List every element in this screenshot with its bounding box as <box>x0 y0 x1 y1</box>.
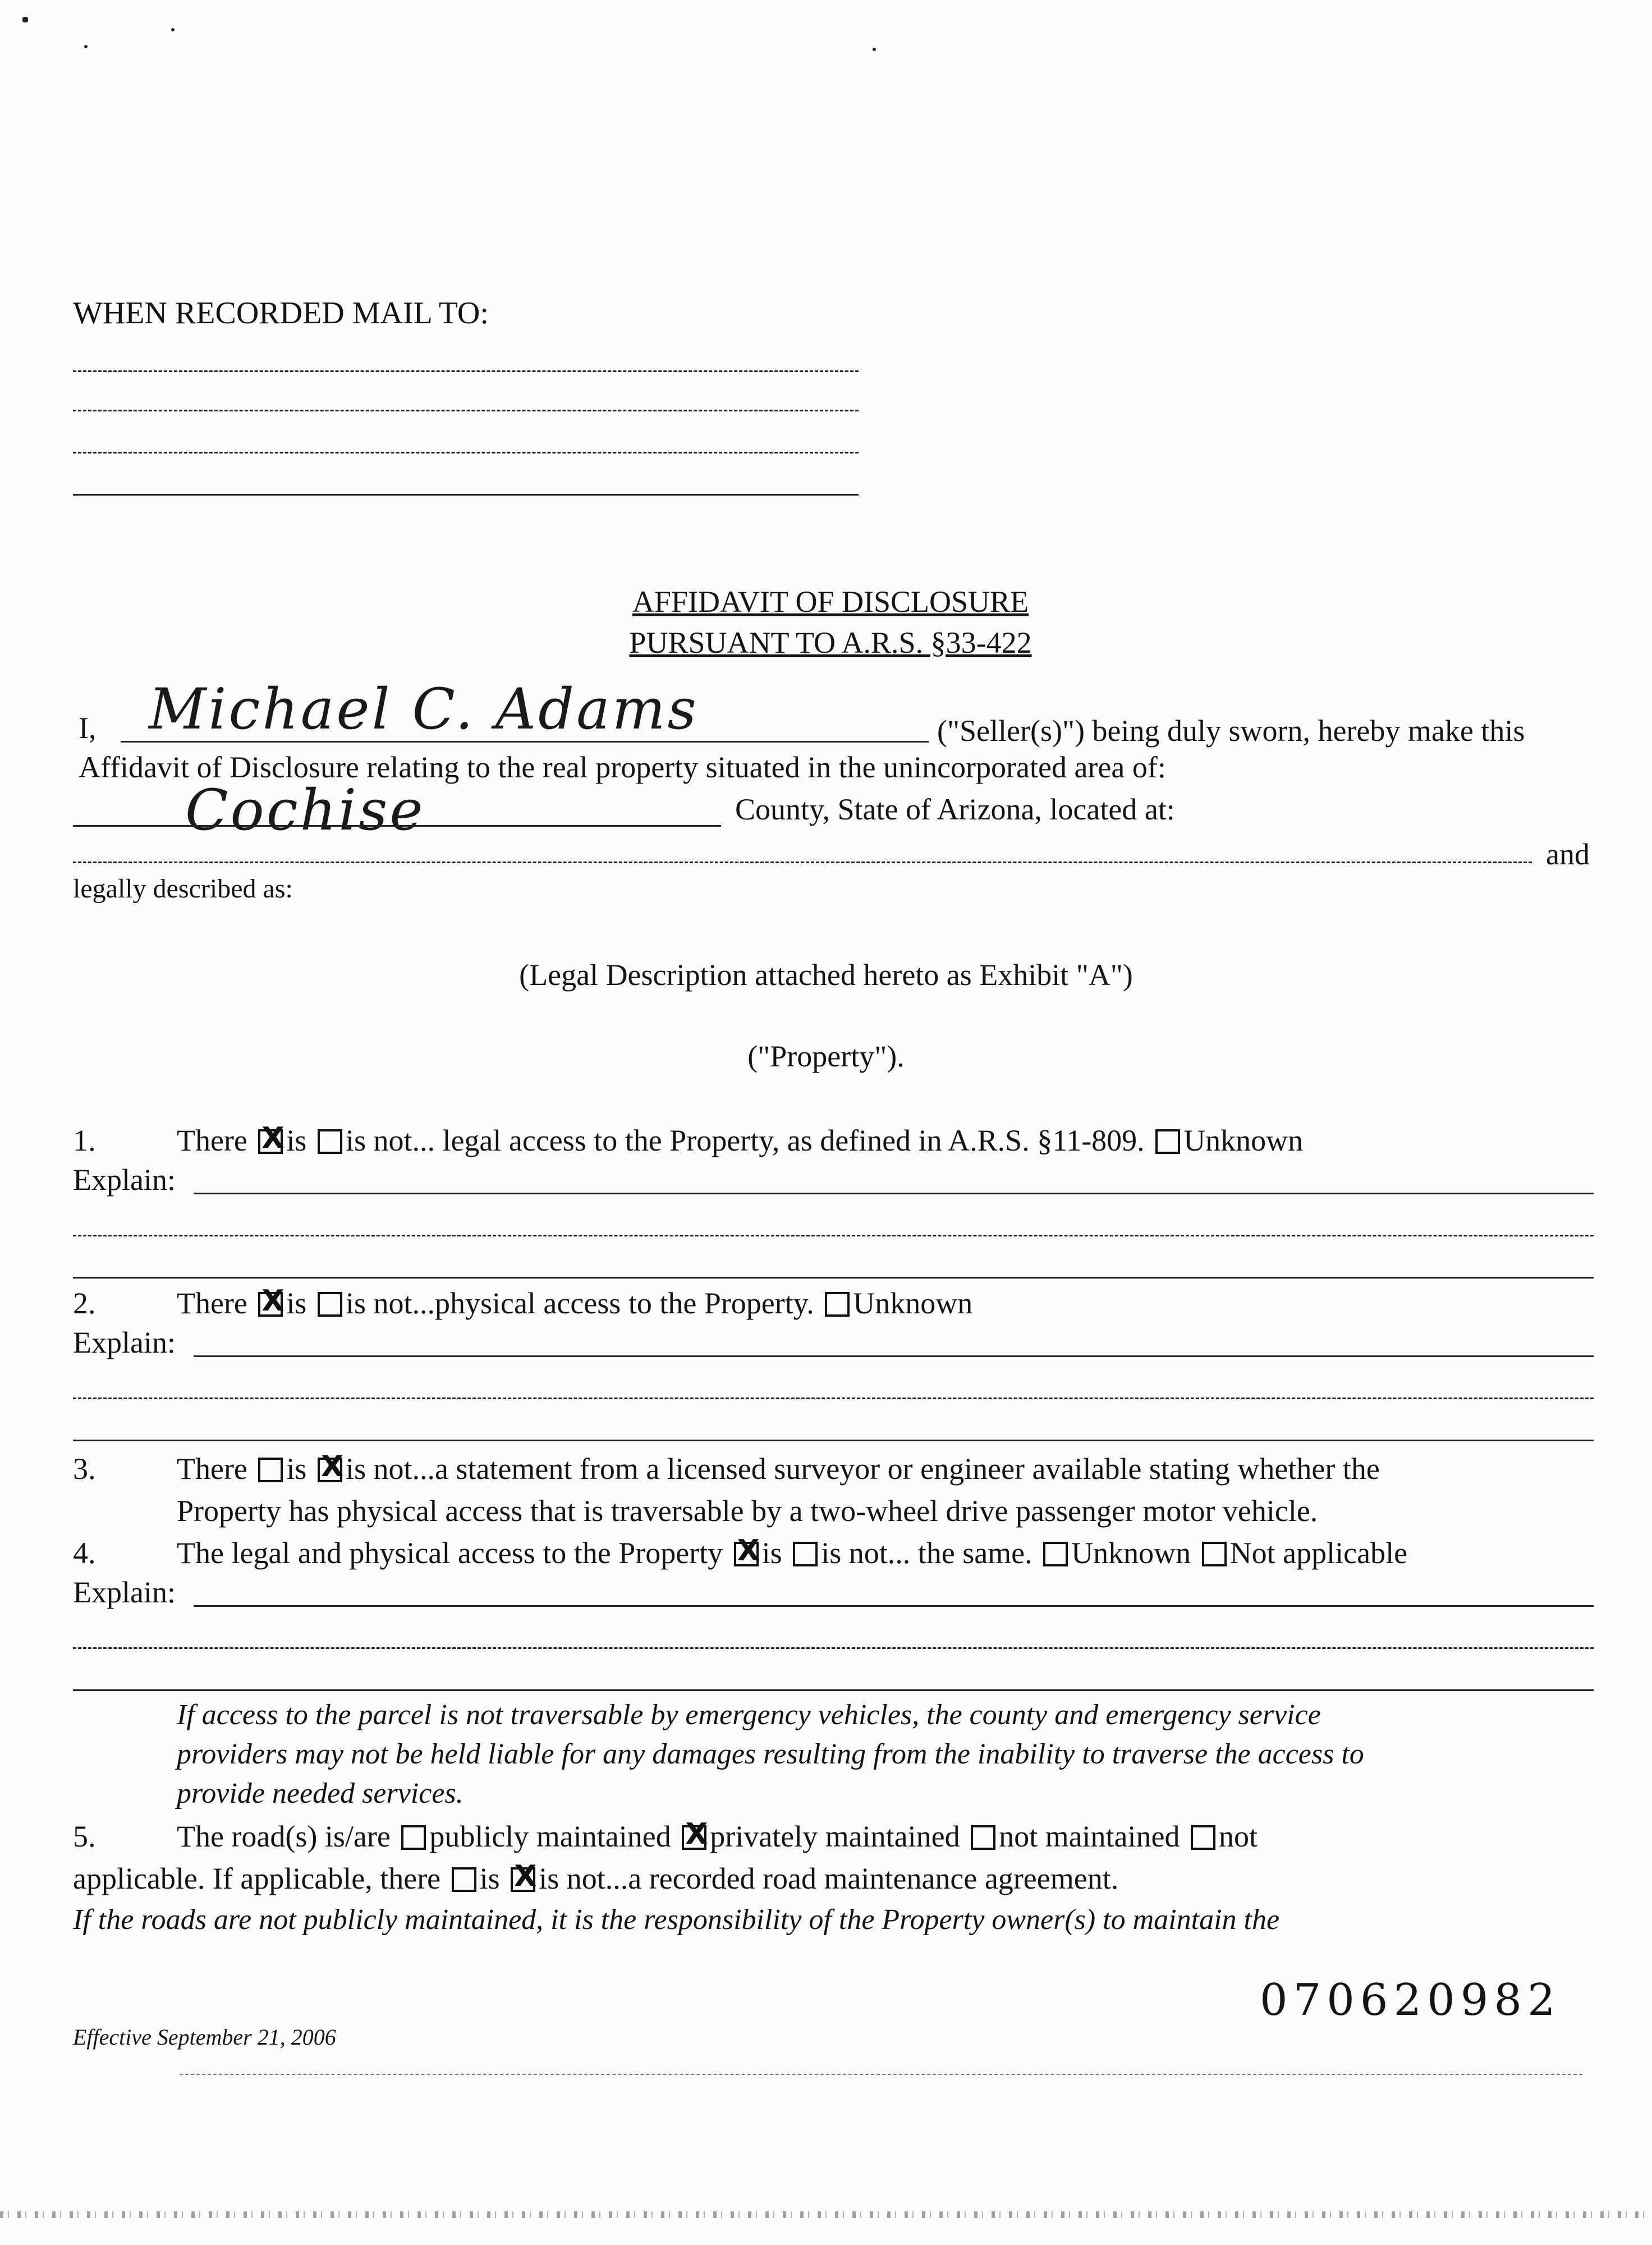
item3-is-not-label: is not...a statement from a licensed surveyor or engineer available stating whether the <box>345 1452 1380 1486</box>
county-line <box>73 825 721 827</box>
item2-explain-label: Explain: <box>73 1326 176 1359</box>
item1-explain-line <box>73 1235 1594 1236</box>
mail-to-line <box>73 410 859 411</box>
item1-is-not-label: is not... legal access to the Property, as defined in A.R.S. §11-809. <box>345 1124 1145 1157</box>
item1-is-not-checkbox[interactable] <box>318 1129 342 1154</box>
intro-line2: Affidavit of Disclosure relating to the real property situated in the unincorporated area of: <box>79 750 1166 784</box>
item3-there: There <box>177 1452 247 1486</box>
warning-line1: If access to the parcel is not traversable by emergency vehicles, the county and emergency service <box>177 1699 1321 1731</box>
document-title: AFFIDAVIT OF DISCLOSURE <box>632 585 1029 618</box>
item1-there: There <box>177 1124 247 1157</box>
document-subtitle: PURSUANT TO A.R.S. §33-422 <box>629 626 1032 659</box>
scan-speck <box>171 28 175 31</box>
item2-is-not-label: is not...physical access to the Property. <box>345 1286 814 1320</box>
item5-publicly-label: publicly maintained <box>429 1820 671 1853</box>
item4-row <box>177 1538 1407 1568</box>
item5-line2 <box>73 1863 1118 1894</box>
item1-row <box>177 1125 1303 1156</box>
item5-publicly-checkbox[interactable] <box>401 1825 426 1850</box>
roads-note: If the roads are not publicly maintained, it is the responsibility of the Property owner(s) to maintain the <box>73 1904 1280 1936</box>
item2-there: There <box>177 1286 247 1320</box>
seller-name-line <box>121 741 929 743</box>
item5-not-maintained-label: not maintained <box>999 1820 1180 1853</box>
item3-line2: Property has physical access that is traversable by a two-wheel drive passenger motor vehicle. <box>177 1494 1318 1528</box>
item2-is-checkbox[interactable] <box>258 1292 283 1317</box>
item2-is-label: is <box>286 1286 307 1320</box>
item5-text: The road(s) is/are <box>177 1820 391 1853</box>
item1-number: 1. <box>73 1124 96 1157</box>
item3-number: 3. <box>73 1452 96 1486</box>
legally-described: legally described as: <box>73 874 293 904</box>
item1-explain-label: Explain: <box>73 1163 176 1197</box>
mail-to-line <box>73 452 859 453</box>
recording-label: WHEN RECORDED MAIL TO: <box>73 296 489 331</box>
item1-unknown-label: Unknown <box>1183 1124 1304 1157</box>
item2-unknown-label: Unknown <box>853 1286 973 1320</box>
item5-agreement-is-not-checkbox[interactable] <box>511 1867 535 1892</box>
item5-privately-label: privately maintained <box>710 1820 960 1853</box>
item3-row <box>177 1454 1380 1484</box>
item4-is-label: is <box>761 1536 782 1570</box>
item1-is-checkbox[interactable] <box>258 1129 283 1154</box>
item5-row <box>177 1821 1258 1852</box>
item5-agreement-is-label: is <box>479 1862 500 1895</box>
item5-not-label: not <box>1219 1820 1258 1853</box>
item3-is-not-checkbox[interactable] <box>318 1458 342 1482</box>
item1-explain-line <box>73 1277 1594 1279</box>
legal-description-note: (Legal Description attached hereto as Exhibit "A") <box>519 958 1133 992</box>
item4-not-applicable-label: Not applicable <box>1229 1536 1408 1570</box>
item5-not-maintained-checkbox[interactable] <box>971 1825 995 1850</box>
item3-is-checkbox[interactable] <box>258 1458 283 1482</box>
scan-speck <box>22 17 28 22</box>
item2-unknown-checkbox[interactable] <box>825 1292 850 1317</box>
item4-explain-label: Explain: <box>73 1575 176 1609</box>
footer-rule <box>180 2074 1582 2075</box>
property-label: ("Property"). <box>747 1039 905 1073</box>
warning-line2: providers may not be held liable for any damages resulting from the inability to traverse the access to <box>177 1738 1364 1770</box>
item1-is-label: is <box>286 1124 307 1157</box>
item2-explain-line <box>73 1440 1594 1441</box>
item4-text: The legal and physical access to the Property <box>177 1536 723 1570</box>
seller-text: ("Seller(s)") being duly sworn, hereby make this <box>937 714 1525 748</box>
item5-not-applicable-checkbox[interactable] <box>1191 1825 1215 1850</box>
item4-unknown-label: Unknown <box>1071 1536 1191 1570</box>
item3-is-label: is <box>286 1452 307 1486</box>
item5-line2-start: applicable. If applicable, there <box>73 1862 441 1895</box>
item2-explain-line <box>194 1355 1594 1357</box>
item5-agreement-is-not-label: is not...a recorded road maintenance agreement. <box>539 1862 1119 1895</box>
item2-row <box>177 1288 972 1318</box>
item4-not-applicable-checkbox[interactable] <box>1202 1542 1227 1566</box>
item2-number: 2. <box>73 1286 96 1320</box>
location-line <box>73 862 1532 863</box>
item2-explain-line <box>73 1398 1594 1399</box>
item4-is-not-checkbox[interactable] <box>793 1542 818 1566</box>
item4-explain-line <box>194 1605 1594 1607</box>
county-handwritten: Cochise <box>185 777 425 843</box>
scan-speck <box>84 45 88 48</box>
item4-is-checkbox[interactable] <box>734 1542 759 1566</box>
item2-is-not-checkbox[interactable] <box>318 1292 342 1317</box>
item5-agreement-is-checkbox[interactable] <box>452 1867 476 1892</box>
scan-speck <box>873 48 876 51</box>
intro-i: I, <box>79 711 97 745</box>
item1-unknown-checkbox[interactable] <box>1155 1129 1180 1154</box>
county-text: County, State of Arizona, located at: <box>735 792 1175 826</box>
warning-line3: provide needed services. <box>177 1777 464 1809</box>
item4-number: 4. <box>73 1536 96 1570</box>
scan-noise-strip <box>0 2211 1652 2218</box>
seller-signature-name: Michael C. Adams <box>149 676 699 742</box>
item5-number: 5. <box>73 1820 96 1853</box>
item4-unknown-checkbox[interactable] <box>1043 1542 1068 1566</box>
item4-explain-line <box>73 1647 1594 1649</box>
item4-explain-line <box>73 1689 1594 1691</box>
effective-date: Effective September 21, 2006 <box>73 2024 336 2050</box>
mail-to-line <box>73 370 859 372</box>
and-text: and <box>1546 837 1590 871</box>
mail-to-line <box>73 494 859 496</box>
item1-explain-line <box>194 1193 1594 1194</box>
document-number: 070620982 <box>1260 1975 1561 2026</box>
item4-is-not-label: is not... the same. <box>821 1536 1032 1570</box>
item5-privately-checkbox[interactable] <box>682 1825 706 1850</box>
